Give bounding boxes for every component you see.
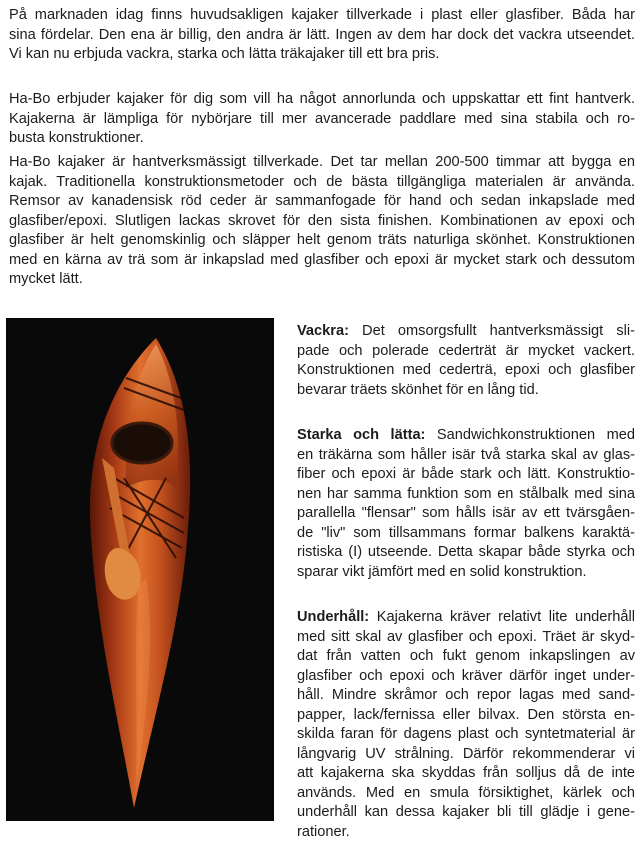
text-line: Ha-Bo erbjuder kajaker för dig som vill ha något annorlunda och uppskattar ett fint hantverk. <box>9 90 635 110</box>
text-line: rationer. <box>297 823 635 842</box>
text-line: ristiska (I) utseende. Detta skapar både styrka och <box>297 543 635 563</box>
section-heading: Starka och lätta: <box>297 427 425 443</box>
text-line: glasfiber och epoxi och kräver därför inget under- <box>297 667 635 687</box>
text-line: sparar vikt jämfört med en solid konstruktion. <box>297 563 635 583</box>
intro-paragraph-3 <box>9 153 635 290</box>
text-line <box>297 608 635 628</box>
text-line: skilda faran för dagens plast och syntetmaterial är <box>297 725 635 745</box>
kayak-illustration <box>6 318 274 821</box>
text-line: Kajakerna är lämpliga för nybörjare till mer avancerade paddlare med sina stabila och ro- <box>9 110 635 130</box>
section-first-line: Sandwichkonstruktionen med <box>425 427 635 443</box>
text-line: Remsor av kanadensisk röd ceder är sammanfogade för hand och sedan inkapslade med <box>9 192 635 212</box>
intro-paragraph-1 <box>9 6 635 65</box>
text-line: en träkärna som håller isär två starka skal av glas- <box>297 446 635 466</box>
text-line: underhåll kan dessa kajaker bli till glädje i gene- <box>297 803 635 823</box>
text-line: med sitt skal av glasfiber och epoxi. Träet är skyd- <box>297 628 635 648</box>
text-line: nen har samma funktion som en stålbalk med sina <box>297 485 635 505</box>
text-line <box>297 426 635 446</box>
text-line: busta konstruktioner. <box>9 129 635 149</box>
kayak-photo <box>6 318 274 821</box>
text-line: glasfiber/epoxi. Slutligen lackas skrovet för den sista finishen. Kombinationen av epoxi och <box>9 212 635 232</box>
text-line: kajak. Traditionella konstruktionsmetoder och de bästa tillgängliga materialen är använda. <box>9 173 635 193</box>
text-line: Ha-Bo kajaker är hantverksmässigt tillverkade. Det tar mellan 200-500 timmar att bygga en <box>9 153 635 173</box>
text-line: håll. Mindre skråmor och repor lagas med sand- <box>297 686 635 706</box>
text-line: Konstruktionen med cederträ, epoxi och glasfiber <box>297 361 635 381</box>
text-line: de "liv" som tillsammans formar balkens karaktä- <box>297 524 635 544</box>
section-underhall <box>297 608 635 842</box>
text-line: bevarar träets skönhet för en lång tid. <box>297 381 635 401</box>
section-starka <box>297 426 635 582</box>
text-line: långvarig UV strålning. Därför rekommenderar vi <box>297 745 635 765</box>
text-line <box>297 322 635 342</box>
text-line: Vi kan nu erbjuda vackra, starka och lätta träkajaker till ett bra pris. <box>9 45 635 65</box>
text-line: På marknaden idag finns huvudsakligen kajaker tillverkade i plast eller glasfiber. Båda har <box>9 6 635 26</box>
text-line: mycket lätt. <box>9 270 635 290</box>
section-first-line: Kajakerna kräver relativt lite underhåll <box>369 609 635 625</box>
text-line: glasfiber är helt genomskinlig och släpper helt genom träts naturliga skönhet. Konstruktionen <box>9 231 635 251</box>
text-line: dat från vatten och fukt genom inkapslingen av <box>297 647 635 667</box>
text-line: sina fördelar. Den ena är billig, den andra är lätt. Ingen av dem har dock det vackra utseendet. <box>9 26 635 46</box>
text-line: fiber och epoxi är både stark och lätt. Konstruktio- <box>297 465 635 485</box>
intro-paragraph-2 <box>9 90 635 149</box>
section-first-line: Det omsorgsfullt hantverksmässigt sli- <box>349 323 635 339</box>
text-line: används. Med en smula försiktighet, kärlek och <box>297 784 635 804</box>
section-vackra <box>297 322 635 400</box>
kayak-cockpit <box>112 423 172 463</box>
text-line: parallella "flensar" som hålls isär av ett tvärsgåen- <box>297 504 635 524</box>
section-heading: Underhåll: <box>297 609 369 625</box>
text-line: att kajakerna ska skyddas från solljus då de inte <box>297 764 635 784</box>
text-line: papper, lack/fernissa eller bilvax. Den största en- <box>297 706 635 726</box>
text-line: med en kärna av trä som är inkapslad med glasfiber och epoxi är mycket stark och dessutom <box>9 251 635 271</box>
section-heading: Vackra: <box>297 323 349 339</box>
text-line: pade och polerade cederträt är mycket vackert. <box>297 342 635 362</box>
